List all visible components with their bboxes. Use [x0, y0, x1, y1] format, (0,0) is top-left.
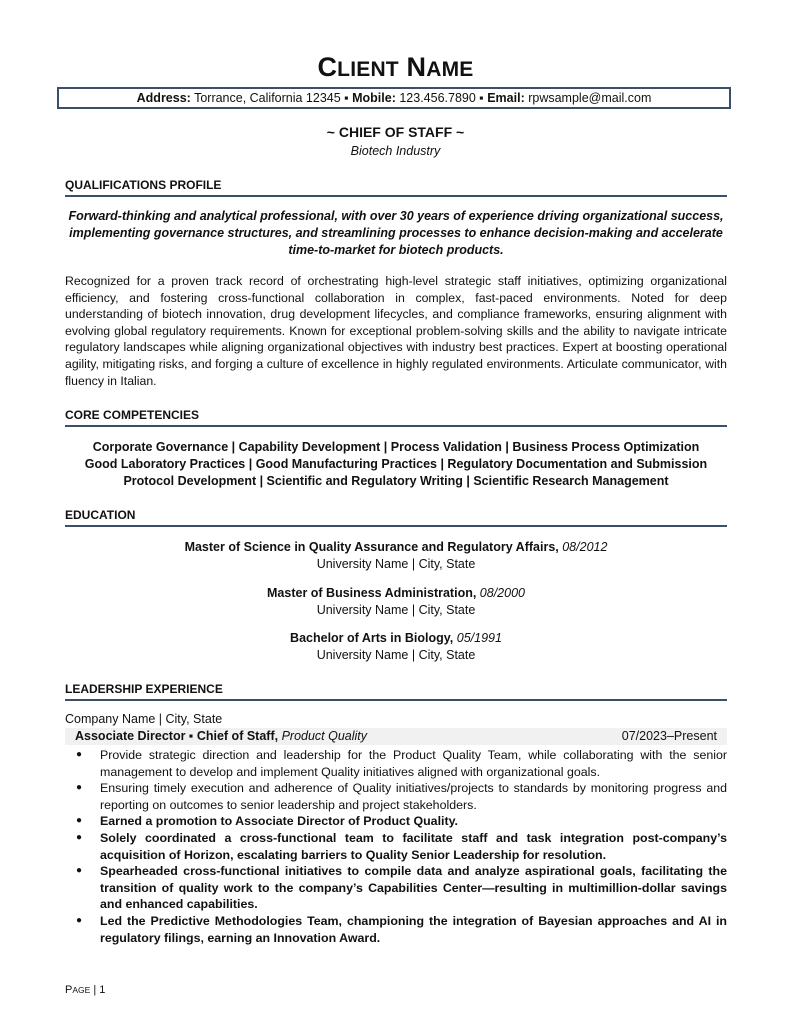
- contact-bar: [57, 87, 731, 109]
- qualifications-tagline: Forward-thinking and analytical professional, with over 30 years of experience driving organizational success, implementing governance structures, and streamlining processes to enhance decision-making and accelerate time-to-market for biotech products.: [68, 209, 724, 257]
- competency-line: Corporate Governance | Capability Development | Process Validation | Business Process Optimization: [92, 440, 700, 454]
- client-name: [0, 52, 791, 83]
- bullet-text: Led the Predictive Methodologies Team, championing the integration of Bayesian approaches and AI in regulatory filings, earning an Innovation Award.: [100, 913, 727, 945]
- school-name: University Name | City, State: [316, 602, 476, 617]
- page-footer: [65, 984, 105, 996]
- role-department: Product Quality: [281, 729, 368, 743]
- role-name: Associate Director ▪ Chief of Staff,: [75, 729, 279, 743]
- bullet-icon: ●: [76, 831, 83, 843]
- education-entry: [65, 539, 727, 572]
- competency-line: Protocol Development | Scientific and Regulatory Writing | Scientific Research Management: [123, 474, 669, 488]
- degree-date: 08/2012: [562, 540, 608, 554]
- address-value: Torrance, California 12345: [194, 91, 341, 105]
- contact-separator: ▪: [479, 91, 484, 105]
- email-label: Email:: [487, 91, 525, 105]
- subheadline: Biotech Industry: [350, 144, 441, 158]
- education-entry: [65, 630, 727, 663]
- contact-separator: ▪: [344, 91, 349, 105]
- section-title-experience: LEADERSHIP EXPERIENCE: [65, 682, 727, 701]
- address-label: Address:: [136, 91, 191, 105]
- list-item: [65, 780, 727, 813]
- degree-name: Master of Science in Quality Assurance and Regulatory Affairs,: [184, 540, 559, 554]
- bullet-text: Solely coordinated a cross-functional team to facilitate staff and task integration post-company’s acquisition of Horizon, escalating barriers to Quality Senior Leadership for resolution.: [100, 830, 727, 862]
- achievement-list: [65, 747, 727, 946]
- role-title: [75, 728, 367, 745]
- company-line: Company Name | City, State: [65, 712, 223, 726]
- degree-name: Bachelor of Arts in Biology,: [290, 631, 454, 645]
- degree-date: 05/1991: [456, 631, 502, 645]
- page-label-rest: AGE: [72, 985, 91, 995]
- education-entry: [65, 585, 727, 618]
- email-value[interactable]: rpwsample@mail.com: [528, 91, 652, 105]
- section-title-education: EDUCATION: [65, 508, 727, 527]
- section-title-qualifications: QUALIFICATIONS PROFILE: [65, 178, 727, 197]
- list-item: [65, 863, 727, 913]
- page-number: 1: [99, 984, 106, 996]
- degree-name: Master of Business Administration,: [267, 586, 477, 600]
- bullet-text: Ensuring timely execution and adherence of Quality initiatives/projects to standards by monitoring progress and reporting on outcomes to senior leadership and project stakeholders.: [100, 781, 727, 812]
- degree-date: 08/2000: [479, 586, 525, 600]
- bullet-text: Provide strategic direction and leadership for the Product Quality Team, while collaborating with the senior management to develop and implement Quality initiatives aligned with organizational goals.: [100, 748, 727, 779]
- headline: ~ CHIEF OF STAFF ~: [326, 124, 465, 140]
- bullet-icon: ●: [76, 815, 83, 827]
- bullet-icon: ●: [76, 914, 83, 926]
- role-dates: 07/2023–Present: [621, 729, 717, 743]
- bullet-icon: ●: [76, 865, 83, 877]
- bullet-icon: ●: [76, 782, 83, 794]
- mobile-label: Mobile:: [352, 91, 396, 105]
- bullet-icon: ●: [76, 749, 83, 760]
- role-bar: [65, 728, 727, 745]
- competencies-list: [65, 439, 727, 490]
- competency-line: Good Laboratory Practices | Good Manufacturing Practices | Regulatory Documentation and Submission: [84, 457, 708, 471]
- section-title-competencies: CORE COMPETENCIES: [65, 408, 727, 427]
- list-item: [65, 913, 727, 946]
- qualifications-summary: Recognized for a proven track record of orchestrating high-level strategic staff initiatives, optimizing organizational efficiency, and fostering cross-functional collaboration in complex, fast-paced environments. Noted for deep understanding of biotech innovation, drug development lifecycles, and compliance frameworks, ensuring alignment with evolving global regulatory requirements. Known for exceptional problem-solving skills and the ability to navigate intricate regulatory landscapes while aligning organizational objectives with industry best practices. Expert at boosting operational agility, mitigating risks, and forging a culture of excellence in highly regulated environments. Articulate communicator, with fluency in Italian.: [65, 274, 727, 388]
- name-initial-first: C: [317, 52, 338, 82]
- bullet-text: Spearheaded cross-functional initiatives to compile data and analyze aspirational goals, facilitating the transition of quality work to the company’s Capabilities Center—resulting in multimillion-dollar savings and enhanced capabilities.: [100, 864, 727, 912]
- bullet-text: Earned a promotion to Associate Director of Product Quality.: [100, 814, 459, 829]
- list-item: [65, 813, 727, 830]
- list-item: [65, 747, 727, 780]
- name-rest-first: LIENT: [337, 58, 399, 81]
- list-item: [65, 830, 727, 863]
- name-initial-last: N: [406, 52, 427, 82]
- school-name: University Name | City, State: [316, 647, 476, 662]
- page-separator: |: [93, 984, 97, 996]
- name-rest-last: AME: [426, 58, 474, 81]
- school-name: University Name | City, State: [316, 556, 476, 571]
- mobile-value: 123.456.7890: [399, 91, 476, 105]
- page-label-initial: P: [65, 984, 73, 996]
